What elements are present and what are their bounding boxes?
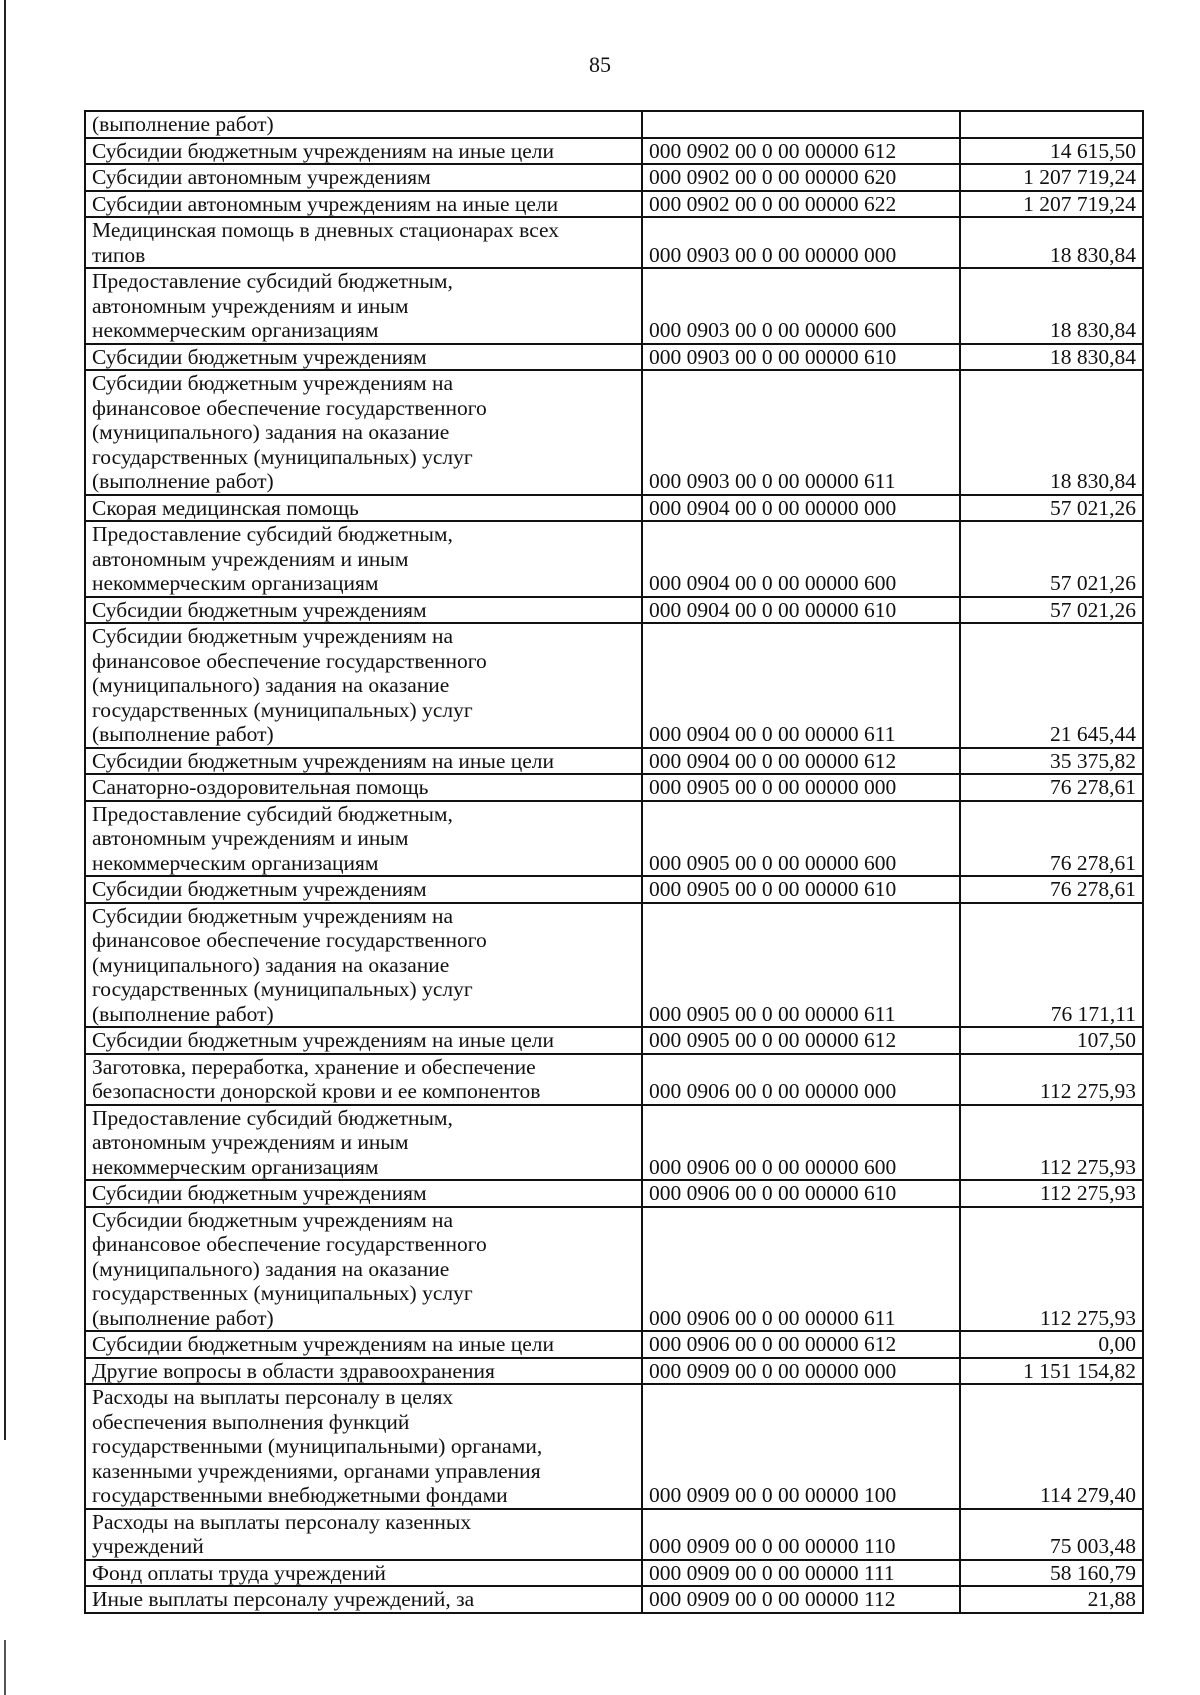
table-row [85,1358,1143,1385]
amount-cell: 57 021,26 [960,597,1143,624]
expense-name-cell: Фонд оплаты труда учреждений [85,1560,642,1587]
expense-name-cell: Иные выплаты персоналу учреждений, за [85,1586,642,1613]
expense-name-cell: Предоставление субсидий бюджетным, автономным учреждениям и иным некоммерческим организациям [85,801,642,877]
amount-cell: 21 645,44 [960,623,1143,748]
expense-name-cell: Медицинская помощь в дневных стационарах всех типов [85,217,642,268]
expense-name-cell: Расходы на выплаты персоналу в целях обеспечения выполнения функций государственными (муниципальными) органами, казенными учреждениями, органами управления государственными внебюджетными фондами [85,1384,642,1509]
table-row [85,801,1143,877]
budget-code-cell: 000 0904 00 0 00 00000 612 [642,748,960,775]
table-row [85,623,1143,748]
table-row [85,1180,1143,1207]
budget-table-body [85,111,1143,1613]
table-row [85,521,1143,597]
amount-cell: 112 275,93 [960,1207,1143,1332]
scan-border-line [4,0,6,1440]
amount-cell: 1 207 719,24 [960,191,1143,218]
expense-name-cell: Санаторно-оздоровительная помощь [85,774,642,801]
expense-name-cell: Субсидии бюджетным учреждениям [85,344,642,371]
expense-name-cell: Заготовка, переработка, хранение и обеспечение безопасности донорской крови и ее компонентов [85,1054,642,1105]
expense-name-cell: Субсидии бюджетным учреждениям на иные цели [85,1331,642,1358]
expense-name-cell: Субсидии бюджетным учреждениям на иные цели [85,748,642,775]
expense-name-cell: Субсидии бюджетным учреждениям на финансовое обеспечение государственного (муниципального) задания на оказание государственных (муниципальных) услуг (выполнение работ) [85,370,642,495]
table-row [85,268,1143,344]
table-row [85,495,1143,522]
budget-code-cell: 000 0904 00 0 00 00000 600 [642,521,960,597]
expense-name-cell: Предоставление субсидий бюджетным, автономным учреждениям и иным некоммерческим организациям [85,521,642,597]
budget-code-cell: 000 0909 00 0 00 00000 112 [642,1586,960,1613]
budget-code-cell: 000 0903 00 0 00 00000 611 [642,370,960,495]
amount-cell: 114 279,40 [960,1384,1143,1509]
budget-code-cell: 000 0906 00 0 00 00000 600 [642,1105,960,1181]
budget-code-cell: 000 0906 00 0 00 00000 610 [642,1180,960,1207]
table-row [85,1054,1143,1105]
expense-name-cell: Субсидии бюджетным учреждениям [85,597,642,624]
amount-cell [960,111,1143,138]
amount-cell: 112 275,93 [960,1105,1143,1181]
amount-cell: 1 151 154,82 [960,1358,1143,1385]
amount-cell: 18 830,84 [960,268,1143,344]
table-row [85,1586,1143,1613]
amount-cell: 1 207 719,24 [960,164,1143,191]
amount-cell: 14 615,50 [960,138,1143,165]
budget-table [84,110,1144,1614]
amount-cell: 112 275,93 [960,1054,1143,1105]
amount-cell: 76 278,61 [960,801,1143,877]
expense-name-cell: Субсидии бюджетным учреждениям [85,1180,642,1207]
expense-name-cell: Скорая медицинская помощь [85,495,642,522]
amount-cell: 18 830,84 [960,370,1143,495]
budget-code-cell [642,111,960,138]
table-row [85,164,1143,191]
expense-name-cell: Субсидии бюджетным учреждениям [85,876,642,903]
amount-cell: 18 830,84 [960,344,1143,371]
budget-code-cell: 000 0909 00 0 00 00000 000 [642,1358,960,1385]
amount-cell: 0,00 [960,1331,1143,1358]
table-row [85,344,1143,371]
table-row [85,1027,1143,1054]
amount-cell: 76 278,61 [960,876,1143,903]
expense-name-cell: Расходы на выплаты персоналу казенных учреждений [85,1509,642,1560]
budget-code-cell: 000 0904 00 0 00 00000 000 [642,495,960,522]
table-row [85,774,1143,801]
amount-cell: 18 830,84 [960,217,1143,268]
table-row [85,1207,1143,1332]
budget-code-cell: 000 0906 00 0 00 00000 000 [642,1054,960,1105]
table-row [85,370,1143,495]
table-row [85,1560,1143,1587]
amount-cell: 107,50 [960,1027,1143,1054]
amount-cell: 58 160,79 [960,1560,1143,1587]
budget-code-cell: 000 0902 00 0 00 00000 612 [642,138,960,165]
table-row [85,138,1143,165]
amount-cell: 57 021,26 [960,495,1143,522]
amount-cell: 57 021,26 [960,521,1143,597]
budget-code-cell: 000 0906 00 0 00 00000 611 [642,1207,960,1332]
budget-code-cell: 000 0903 00 0 00 00000 000 [642,217,960,268]
expense-name-cell: Субсидии бюджетным учреждениям на иные цели [85,138,642,165]
expense-name-cell: Субсидии бюджетным учреждениям на финансовое обеспечение государственного (муниципального) задания на оказание государственных (муниципальных) услуг (выполнение работ) [85,903,642,1028]
amount-cell: 35 375,82 [960,748,1143,775]
table-row [85,191,1143,218]
table-row [85,903,1143,1028]
amount-cell: 75 003,48 [960,1509,1143,1560]
budget-code-cell: 000 0909 00 0 00 00000 110 [642,1509,960,1560]
expense-name-cell: Субсидии бюджетным учреждениям на иные цели [85,1027,642,1054]
table-row [85,1105,1143,1181]
budget-code-cell: 000 0909 00 0 00 00000 111 [642,1560,960,1587]
budget-code-cell: 000 0905 00 0 00 00000 611 [642,903,960,1028]
budget-code-cell: 000 0905 00 0 00 00000 610 [642,876,960,903]
table-row [85,1331,1143,1358]
page-number: 85 [589,52,611,77]
table-row [85,217,1143,268]
budget-code-cell: 000 0909 00 0 00 00000 100 [642,1384,960,1509]
table-row [85,876,1143,903]
expense-name-cell: (выполнение работ) [85,111,642,138]
table-row [85,748,1143,775]
scan-border-line [4,1640,6,1695]
budget-code-cell: 000 0903 00 0 00 00000 600 [642,268,960,344]
expense-name-cell: Предоставление субсидий бюджетным, автономным учреждениям и иным некоммерческим организациям [85,1105,642,1181]
budget-code-cell: 000 0902 00 0 00 00000 622 [642,191,960,218]
budget-code-cell: 000 0902 00 0 00 00000 620 [642,164,960,191]
amount-cell: 112 275,93 [960,1180,1143,1207]
table-row [85,597,1143,624]
expense-name-cell: Субсидии бюджетным учреждениям на финансовое обеспечение государственного (муниципального) задания на оказание государственных (муниципальных) услуг (выполнение работ) [85,1207,642,1332]
amount-cell: 76 278,61 [960,774,1143,801]
budget-code-cell: 000 0905 00 0 00 00000 612 [642,1027,960,1054]
budget-code-cell: 000 0904 00 0 00 00000 611 [642,623,960,748]
amount-cell: 21,88 [960,1586,1143,1613]
expense-name-cell: Субсидии автономным учреждениям [85,164,642,191]
table-row [85,111,1143,138]
expense-name-cell: Субсидии бюджетным учреждениям на финансовое обеспечение государственного (муниципального) задания на оказание государственных (муниципальных) услуг (выполнение работ) [85,623,642,748]
budget-code-cell: 000 0905 00 0 00 00000 600 [642,801,960,877]
table-row [85,1384,1143,1509]
budget-code-cell: 000 0904 00 0 00 00000 610 [642,597,960,624]
budget-code-cell: 000 0903 00 0 00 00000 610 [642,344,960,371]
expense-name-cell: Субсидии автономным учреждениям на иные цели [85,191,642,218]
budget-code-cell: 000 0905 00 0 00 00000 000 [642,774,960,801]
expense-name-cell: Предоставление субсидий бюджетным, автономным учреждениям и иным некоммерческим организациям [85,268,642,344]
table-row [85,1509,1143,1560]
amount-cell: 76 171,11 [960,903,1143,1028]
expense-name-cell: Другие вопросы в области здравоохранения [85,1358,642,1385]
budget-code-cell: 000 0906 00 0 00 00000 612 [642,1331,960,1358]
